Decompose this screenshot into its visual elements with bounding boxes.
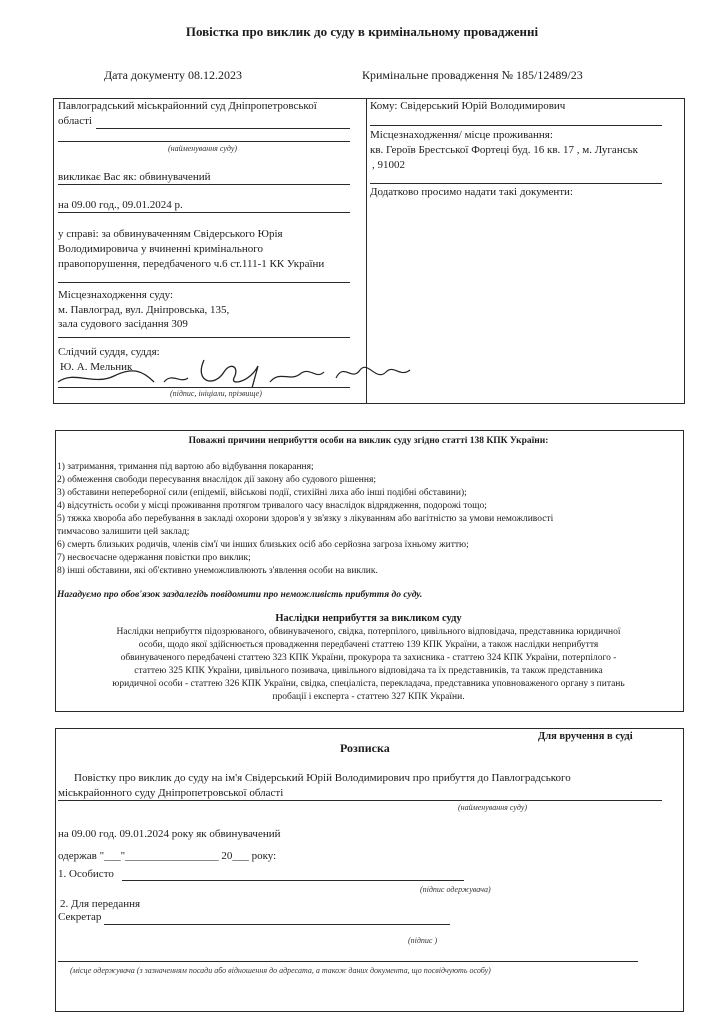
receipt-footer: (місце одержувача (з зазначенням посади або відношення до адресата, а також даних документа, що посвідчують особу) <box>70 966 491 975</box>
receipt-court-underline <box>58 800 662 801</box>
hearing-time: на 09.00 год., 09.01.2024 р. <box>58 199 183 211</box>
footer-line <box>58 961 638 962</box>
secretary-signature-line <box>104 924 450 925</box>
case-description-line3: правопорушення, передбаченого ч.6 ст.111-1 КК України <box>58 258 325 270</box>
receipt-court-caption: (найменування суду) <box>458 803 528 812</box>
role-underline <box>58 184 350 185</box>
recipient-caption: (підпис одержувача) <box>420 885 491 894</box>
time-underline <box>58 212 350 213</box>
signature-underline <box>58 387 350 388</box>
document-date: Дата документу 08.12.2023 <box>104 68 242 82</box>
consequences-line: обвинуваченого передбачені статтею 323 КПК України, прокурора та захисника - статтею 324 КПК України, потерпілого - <box>120 653 617 663</box>
court-caption: (найменування суду) <box>168 144 238 153</box>
location-underline <box>58 337 350 338</box>
receipt-line3: на 09.00 год. 09.01.2024 року як обвинувачений <box>58 828 281 840</box>
consequences-line: юридичної особи - статтею 326 КПК України, свідка, спеціаліста, перекладача, представника уповноваженого органу з питань <box>112 679 625 689</box>
court-location-label: Місцезнаходження суду: <box>58 289 174 301</box>
receipt-secretary: Секретар <box>58 911 102 923</box>
reasons-header: Поважні причини неприбуття особи на виклик суду згідно статті 138 КПК України: <box>188 436 549 446</box>
receipt-delivery-label: Для вручення в суді <box>538 731 633 742</box>
court-underline <box>96 128 350 129</box>
judge-label: Слідчий суддя, суддя: <box>58 346 160 358</box>
receipt-title: Розписка <box>340 741 390 755</box>
consequences-line: пробації і експерта - статтею 327 КПК України. <box>272 692 465 702</box>
consequences-line: статтею 325 КПК України, цивільного позивача, цивільного відповідача та їх представників, та також представника <box>134 666 603 676</box>
case-description-line1: у справі: за обвинуваченням Свідерського Юрія <box>58 228 283 240</box>
reason-item: 5) тяжка хвороба або перебування в закладі охорони здоров'я у зв'язку з лікуванням або вагітністю за умови неможливості <box>57 514 554 524</box>
receipt-line2: міськрайонного суду Дніпропетровської області <box>58 787 284 799</box>
case-number: Кримінальне провадження № 185/12489/23 <box>362 68 583 82</box>
handwritten-signature <box>54 352 414 392</box>
recipient-name: Кому: Свідерський Юрій Володимирович <box>370 100 566 112</box>
documents-request: Додатково просимо надати такі документи: <box>370 186 573 198</box>
judge-name: Ю. А. Мельник <box>60 361 133 373</box>
reason-item: 7) несвоєчасне одержання повістки про виклик; <box>57 553 251 563</box>
document-title: Повістка про виклик до суду в кримінальному провадженні <box>185 24 539 39</box>
reason-item: 6) смерть близьких родичів, членів сім'ї чи інших близьких осіб або серйозна загроза їхньому життю; <box>57 540 469 550</box>
receipt-personally: 1. Особисто <box>58 868 114 880</box>
reason-item: 8) інші обставини, які об'єктивно унеможливлюють з'явлення особи на виклик. <box>57 566 378 576</box>
court-location-line2: зала судового засідання 309 <box>58 318 188 330</box>
address-underline <box>370 183 662 184</box>
receipt-line1: Повістку про виклик до суду на ім'я Свідерський Юрій Володимирович про прибуття до Павлоградського <box>74 772 571 784</box>
consequences-line: Наслідки неприбуття підозрюваного, обвинуваченого, свідка, потерпілого, цивільного відповідача, представника юридичної <box>116 627 621 637</box>
court-location-line1: м. Павлоград, вул. Дніпровська, 135, <box>58 304 230 316</box>
address-line2: , 91002 <box>372 159 405 171</box>
signature-caption: (підпис, ініціали, прізвище) <box>170 389 262 398</box>
receipt-for-transfer: 2. Для передання <box>60 898 141 910</box>
notice-text: Нагадуємо про обов'язок заздалегідь повідомити про неможливість прибуття до суду. <box>57 590 423 600</box>
reason-item: 4) відсутність особи у місці проживання протягом тривалого часу внаслідок відрядження, подорожі тощо; <box>57 501 487 511</box>
summons-role: викликає Вас як: обвинувачений <box>58 171 211 183</box>
reason-item: 3) обставини непереборної сили (епідемії, військові події, стихійні лиха або інші подібні обставини); <box>57 488 467 498</box>
recipient-signature-line <box>122 880 464 881</box>
case-description-line2: Володимировича у вчиненні кримінального <box>58 243 263 255</box>
court-underline-2 <box>58 141 350 142</box>
recipient-underline <box>370 125 662 126</box>
receipt-date-line: одержав "___"_________________ 20___ року: <box>58 850 277 862</box>
court-name-line1: Павлоградський міськрайонний суд Дніпропетровської <box>58 100 317 112</box>
secretary-caption: (підпис ) <box>408 936 438 945</box>
case-underline <box>58 282 350 283</box>
court-name-line2: області <box>58 115 92 127</box>
reason-item: тимчасово залишити цей заклад; <box>57 527 190 537</box>
consequences-line: особи, щодо якої здійснюється провадження передбачені статтею 139 КПК України, а також наслідки неприбуття <box>138 640 599 650</box>
address-label: Місцезнаходження/ місце проживання: <box>370 129 553 141</box>
reason-item: 2) обмеження свободи пересування внаслідок дії закону або судового рішення; <box>57 475 376 485</box>
consequences-title: Наслідки неприбуття за викликом суду <box>275 613 462 624</box>
address-line1: кв. Героїв Брестської Фортеці буд. 16 кв. 17 , м. Луганськ <box>370 144 638 156</box>
reason-item: 1) затримання, тримання під вартою або відбування покарання; <box>57 462 314 472</box>
